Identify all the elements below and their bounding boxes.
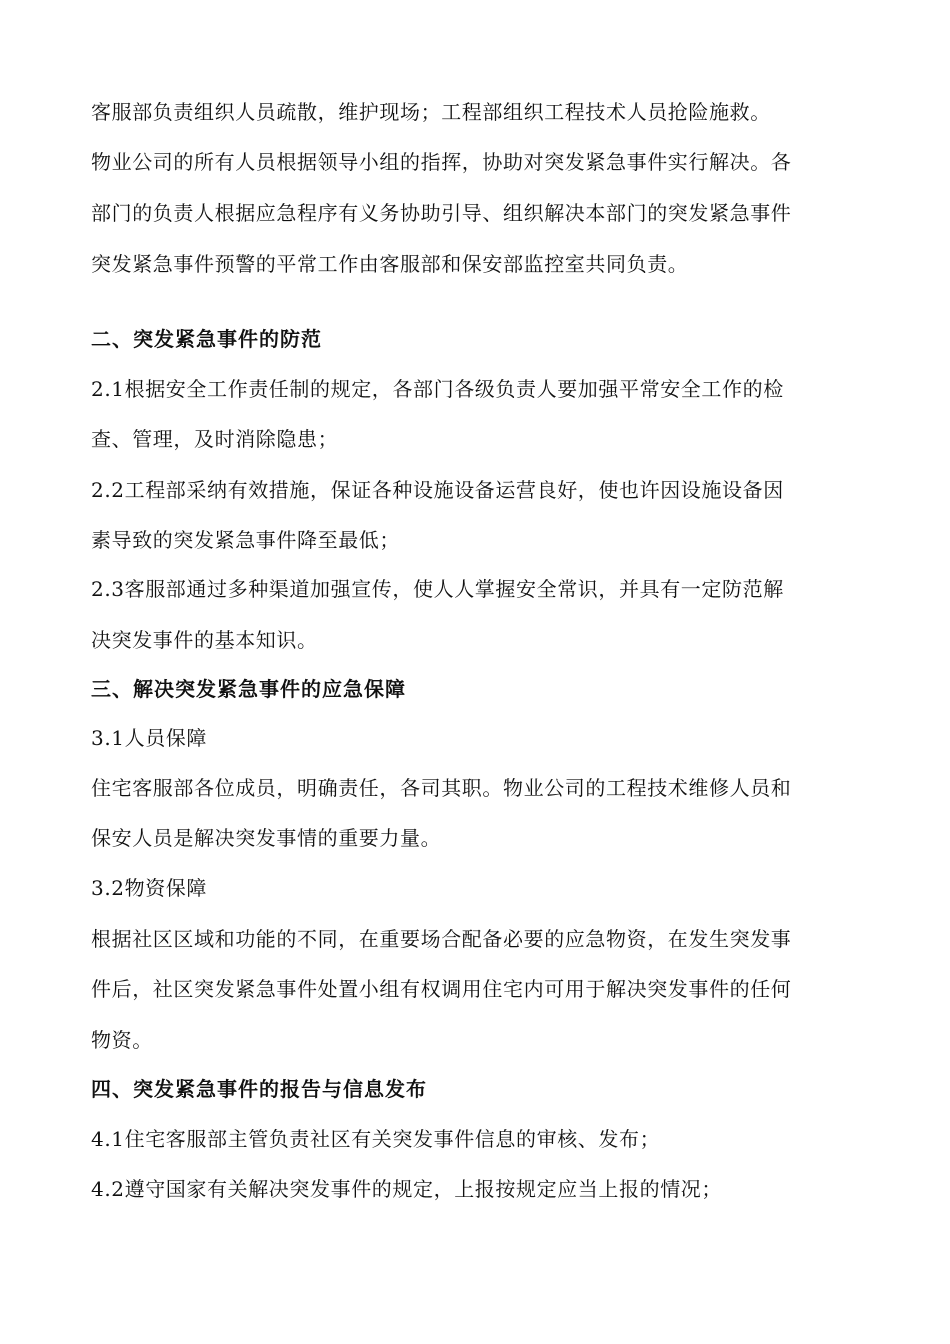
subheading: 3.1人员保障 — [91, 726, 208, 750]
paragraph-line: 物业公司的所有人员根据领导小组的指挥，协助对突发紧急事件实行解决。各 — [91, 150, 792, 174]
paragraph-line: 素导致的突发紧急事件降至最低； — [91, 528, 400, 552]
paragraph-line: 2.3客服部通过多种渠道加强宣传，使人人掌握安全常识，并具有一定防范解 — [91, 577, 784, 601]
paragraph-line: 部门的负责人根据应急程序有义务协助引导、组织解决本部门的突发紧急事件 — [91, 201, 792, 225]
section-heading-2: 二、突发紧急事件的防范 — [91, 327, 322, 351]
paragraph-line: 2.2工程部采纳有效措施，保证各种设施设备运营良好，使也许因设施设备因 — [91, 478, 784, 502]
section-heading-3: 三、解决突发紧急事件的应急保障 — [91, 677, 406, 701]
section-heading-4: 四、突发紧急事件的报告与信息发布 — [91, 1077, 427, 1101]
paragraph-line: 件后，社区突发紧急事件处置小组有权调用住宅内可用于解决突发事件的任何 — [91, 977, 792, 1001]
subheading: 3.2物资保障 — [91, 876, 208, 900]
paragraph-line: 突发紧急事件预警的平常工作由客服部和保安部监控室共同负责。 — [91, 252, 689, 276]
paragraph-line: 2.1根据安全工作责任制的规定，各部门各级负责人要加强平常安全工作的检 — [91, 377, 784, 401]
paragraph-line: 决突发事件的基本知识。 — [91, 628, 318, 652]
paragraph-line: 查、管理，及时消除隐患； — [91, 427, 339, 451]
paragraph-line: 根据社区区域和功能的不同，在重要场合配备必要的应急物资，在发生突发事 — [91, 927, 792, 951]
paragraph-line: 物资。 — [91, 1028, 153, 1052]
paragraph-line: 4.2遵守国家有关解决突发事件的规定，上报按规定应当上报的情况； — [91, 1177, 723, 1201]
paragraph-line: 住宅客服部各位成员，明确责任，各司其职。物业公司的工程技术维修人员和 — [91, 776, 792, 800]
paragraph-line: 4.1住宅客服部主管负责社区有关突发事件信息的审核、发布； — [91, 1127, 661, 1151]
paragraph-line: 客服部负责组织人员疏散，维护现场；工程部组织工程技术人员抢险施救。 — [91, 100, 771, 124]
paragraph-line: 保安人员是解决突发事情的重要力量。 — [91, 826, 442, 850]
